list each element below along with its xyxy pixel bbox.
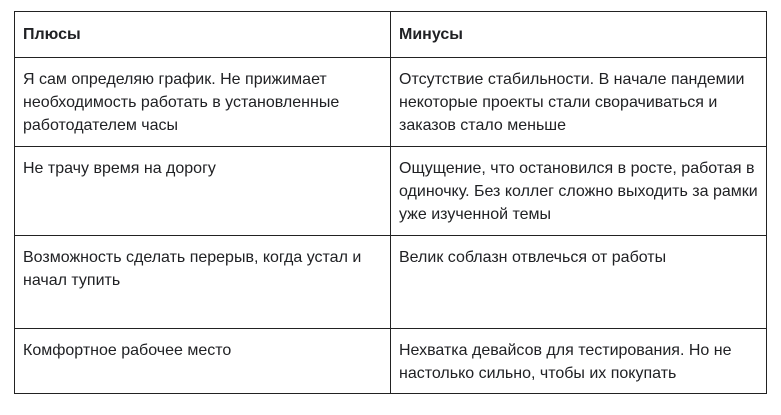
cons-text: Ощущение, что остановился в росте, работая в одиночку. Без коллег сложно выходить за рамки уже изученной темы [399,160,758,223]
pros-cons-table-container [14,11,766,394]
header-cons [391,12,767,58]
header-pros [15,12,391,58]
cons-text: Отсутствие стабильности. В начале пандемии некоторые проекты стали сворачиваться и заказов стало меньше [399,71,745,134]
table-header-row [15,12,767,58]
table-row [15,329,767,394]
pros-cell [15,329,391,394]
cons-text: Нехватка девайсов для тестирования. Но не настолько сильно, чтобы их покупать [399,342,732,382]
pros-text: Не трачу время на дорогу [23,160,216,177]
cons-cell [391,236,767,329]
pros-cell [15,58,391,147]
header-cons-label: Минусы [399,26,463,43]
cons-cell [391,58,767,147]
pros-cell [15,147,391,236]
pros-text: Комфортное рабочее место [23,342,232,359]
pros-cons-table [14,11,767,394]
pros-text: Возможность сделать перерыв, когда устал и начал тупить [23,249,362,289]
pros-text: Я сам определяю график. Не прижимает необходимость работать в установленные работодателем часы [23,71,340,134]
cons-cell [391,147,767,236]
table-row [15,58,767,147]
pros-cell [15,236,391,329]
table-row [15,147,767,236]
cons-cell [391,329,767,394]
table-row [15,236,767,329]
cons-text: Велик соблазн отвлечься от работы [399,249,667,266]
header-pros-label: Плюсы [23,26,81,43]
